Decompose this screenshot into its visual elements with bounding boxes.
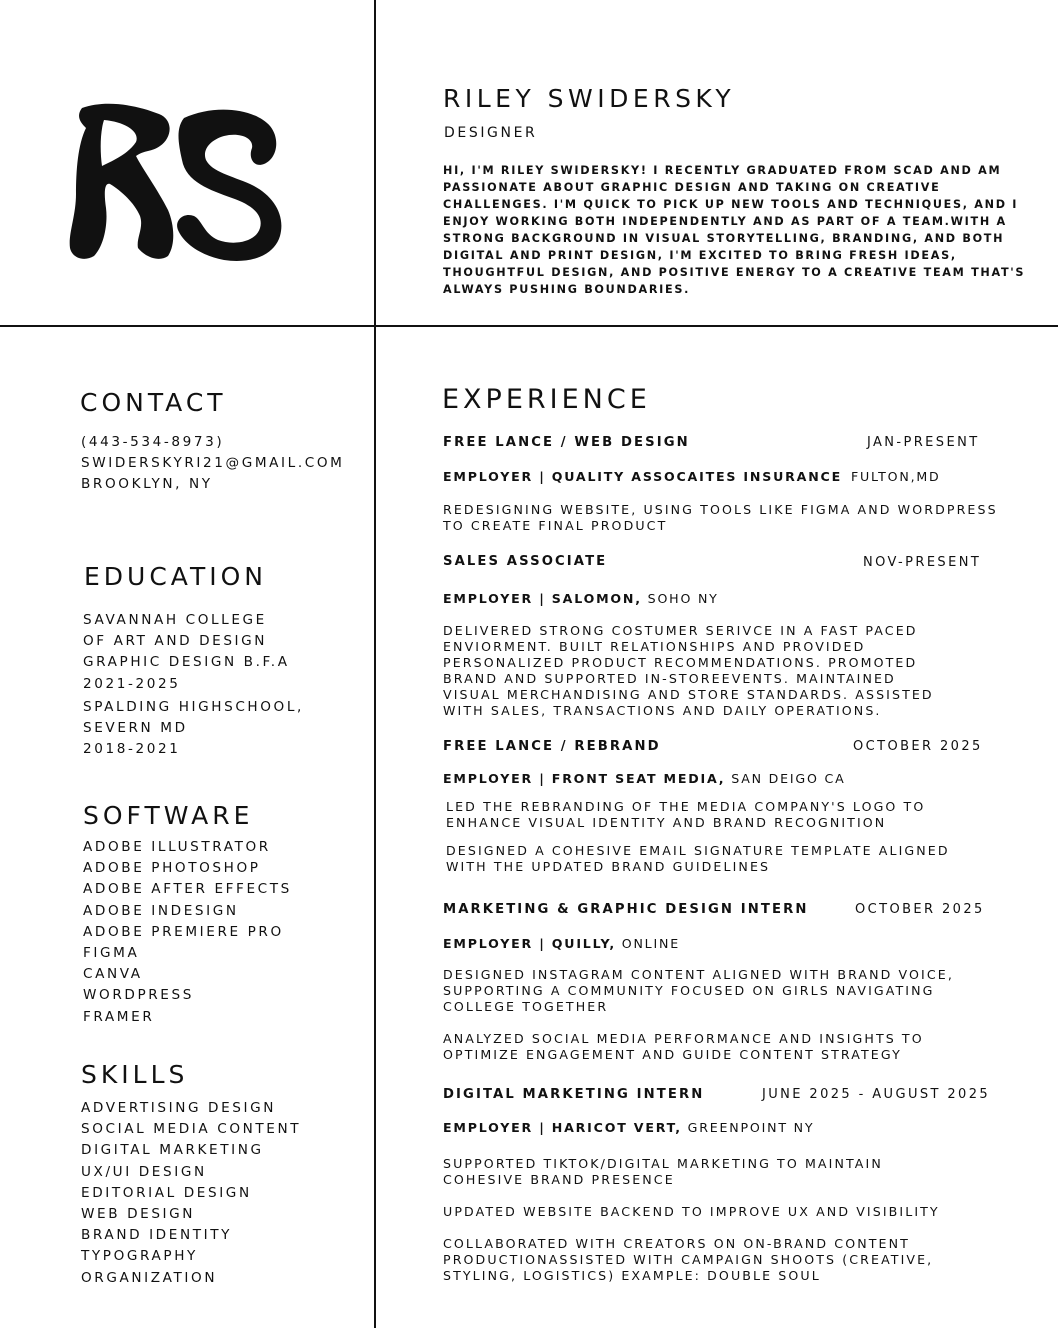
experience-heading: EXPERIENCE — [442, 384, 651, 415]
job-description: SUPPORTED TIKTOK/DIGITAL MARKETING TO MAINTAIN COHESIVE BRAND PRESENCE — [443, 1156, 883, 1187]
skill-item: ORGANIZATION — [81, 1269, 218, 1286]
horizontal-divider — [0, 325, 1058, 327]
employer-label: EMPLOYER | FRONT SEAT MEDIA, — [443, 771, 726, 786]
software-item: FIGMA — [83, 945, 140, 962]
skills-list — [81, 1098, 301, 1289]
phone-number: (443-534-8973) — [81, 434, 225, 450]
job-description: DELIVERED STRONG COSTUMER SERIVCE IN A FAST PACED ENVIORMENT. BUILT RELATIONSHIPS AND PROVIDED PERSONALIZED PRODUCT RECOMMENDATIONS. PROMOTED BRAND AND SUPPORTED IN-STOREEVENTS. MAINTAINED VISUAL MERCHANDISING AND STORE STANDARDS. ASSISTED WITH SALES, TRANSACTIONS AND DAILY OPERATIONS. — [443, 623, 934, 718]
employer-label: EMPLOYER | HARICOT VERT, — [443, 1120, 682, 1135]
software-item: ADOBE ILLUSTRATOR — [83, 839, 271, 855]
employer-location: SAN DEIGO CA — [731, 771, 846, 786]
job-description: UPDATED WEBSITE BACKEND TO IMPROVE UX AND VISIBILITY — [443, 1204, 940, 1219]
job-title: DIGITAL MARKETING INTERN — [443, 1087, 705, 1102]
job-date: OCTOBER 2025 — [855, 902, 985, 917]
job-date: NOV-PRESENT — [863, 555, 982, 570]
education-line: SAVANNAH COLLEGE — [83, 612, 267, 628]
education-heading: EDUCATION — [84, 562, 267, 591]
job-description: ANALYZED SOCIAL MEDIA PERFORMANCE AND INSIGHTS TO OPTIMIZE ENGAGEMENT AND GUIDE CONTENT STRATEGY — [443, 1031, 924, 1062]
skill-item: ADVERTISING DESIGN — [81, 1100, 277, 1116]
email-address: SWIDERSKYRI21@GMAIL.COM — [81, 455, 345, 472]
software-item: CANVA — [83, 966, 143, 983]
employer-line — [443, 469, 842, 484]
skills-heading: SKILLS — [81, 1060, 189, 1089]
job-title: FREE LANCE / WEB DESIGN — [443, 435, 690, 450]
vertical-divider — [374, 0, 376, 1328]
software-item: WORDPRESS — [83, 987, 194, 1004]
employer-label: EMPLOYER | QUILLY, — [443, 936, 616, 951]
education-line: SPALDING HIGHSCHOOL, — [83, 699, 304, 715]
employer-line — [443, 591, 719, 606]
bio-paragraph: HI, I'M RILEY SWIDERSKY! I RECENTLY GRADUATED FROM SCAD AND AM PASSIONATE ABOUT GRAPHIC DESIGN AND TAKING ON CREATIVE CHALLENGES. I'M QUICK TO PICK UP NEW TOOLS AND TECHNIQUES, AND I ENJOY WORKING BOTH INDEPENDENTLY AND AS PART OF A TEAM.WITH A STRONG BACKGROUND IN VISUAL STORYTELLING, BRANDING, AND BOTH DIGITAL AND PRINT DESIGN, I'M EXCITED TO BRING FRESH IDEAS, THOUGHTFUL DESIGN, AND POSITIVE ENERGY TO A CREATIVE TEAM THAT'S ALWAYS PUSHING BOUNDARIES. — [443, 164, 1026, 296]
job-title: SALES ASSOCIATE — [443, 554, 608, 569]
software-list — [83, 837, 292, 1028]
skill-item: BRAND IDENTITY — [81, 1227, 233, 1244]
software-item: ADOBE AFTER EFFECTS — [83, 881, 292, 898]
employer-location: GREENPOINT NY — [687, 1120, 815, 1135]
job-description: REDESIGNING WEBSITE, USING TOOLS LIKE FIGMA AND WORDPRESS TO CREATE FINAL PRODUCT — [443, 502, 998, 533]
job-date: JAN-PRESENT — [867, 435, 980, 450]
employer-location: FULTON,MD — [851, 469, 941, 484]
education-line: OF ART AND DESIGN — [83, 633, 268, 650]
education-list-highschool — [83, 697, 304, 761]
job-title: MARKETING & GRAPHIC DESIGN INTERN — [443, 902, 809, 917]
job-role: DESIGNER — [444, 125, 538, 141]
employer-label: EMPLOYER | QUALITY ASSOCAITES INSURANCE — [443, 469, 842, 484]
contact-heading: CONTACT — [80, 388, 227, 417]
employer-line — [443, 771, 846, 786]
software-heading: SOFTWARE — [83, 801, 254, 830]
employer-line — [443, 936, 680, 951]
education-line: SEVERN MD — [83, 720, 188, 737]
job-title: FREE LANCE / REBRAND — [443, 739, 661, 754]
employer-location: ONLINE — [621, 936, 680, 951]
education-line: 2018-2021 — [83, 741, 181, 758]
person-name: RILEY SWIDERSKY — [443, 84, 736, 113]
skill-item: SOCIAL MEDIA CONTENT — [81, 1121, 302, 1138]
skill-item: TYPOGRAPHY — [81, 1248, 198, 1265]
job-description: COLLABORATED WITH CREATORS ON ON-BRAND CONTENT PRODUCTIONASSISTED WITH CAMPAIGN SHOOTS (CREATIVE, STYLING, LOGISTICS) EXAMPLE: DOUBLE SOUL — [443, 1236, 934, 1283]
skill-item: WEB DESIGN — [81, 1206, 196, 1223]
education-line: 2021-2025 — [83, 675, 181, 692]
job-description: DESIGNED A COHESIVE EMAIL SIGNATURE TEMPLATE ALIGNED WITH THE UPDATED BRAND GUIDELINES — [446, 843, 950, 874]
software-item: ADOBE PREMIERE PRO — [83, 923, 284, 940]
job-date: OCTOBER 2025 — [853, 739, 983, 754]
contact-list — [81, 432, 344, 496]
software-item: ADOBE PHOTOSHOP — [83, 860, 261, 877]
job-date: JUNE 2025 - AUGUST 2025 — [762, 1087, 991, 1102]
employer-label: EMPLOYER | SALOMON, — [443, 591, 642, 606]
education-list-college — [83, 610, 290, 695]
skill-item: EDITORIAL DESIGN — [81, 1184, 252, 1201]
skill-item: DIGITAL MARKETING — [81, 1142, 264, 1159]
rs-monogram-logo — [64, 98, 288, 264]
job-description: LED THE REBRANDING OF THE MEDIA COMPANY'S LOGO TO ENHANCE VISUAL IDENTITY AND BRAND RECOGNITION — [446, 799, 926, 830]
software-item: FRAMER — [83, 1008, 155, 1025]
education-line: GRAPHIC DESIGN B.F.A — [83, 654, 290, 671]
skill-item: UX/UI DESIGN — [81, 1163, 207, 1180]
employer-location: SOHO NY — [647, 591, 719, 606]
software-item: ADOBE INDESIGN — [83, 902, 239, 919]
employer-line — [443, 1120, 814, 1135]
job-description: DESIGNED INSTAGRAM CONTENT ALIGNED WITH BRAND VOICE, SUPPORTING A COMMUNITY FOCUSED ON GIRLS NAVIGATING COLLEGE TOGETHER — [443, 967, 954, 1014]
location: BROOKLYN, NY — [81, 476, 213, 493]
